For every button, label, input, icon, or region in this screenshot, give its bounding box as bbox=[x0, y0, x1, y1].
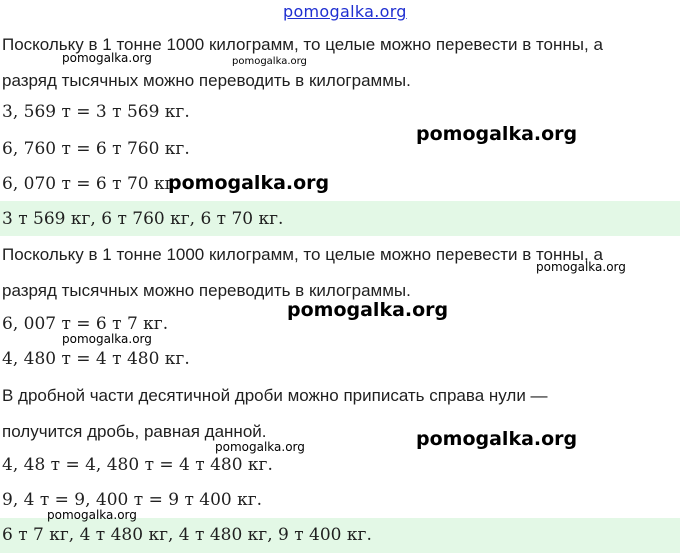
section2-explanation-line1: Поскольку в 1 тонне 1000 килограмм, то целые можно перевести в тонны, а bbox=[2, 245, 603, 264]
section2-explanation-line2: разряд тысячных можно переводить в килограммы. bbox=[2, 281, 411, 300]
watermark-text: pomogalka.org bbox=[62, 51, 152, 65]
watermark-text: pomogalka.org bbox=[215, 440, 305, 454]
section2-equation-1: 6, 007 т = 6 т 7 кг. bbox=[2, 314, 169, 334]
section2-note-line2: получится дробь, равная данной. bbox=[2, 422, 267, 441]
section1-equation-3: 6, 070 т = 6 т 70 кг. bbox=[2, 174, 179, 194]
watermark-link[interactable]: pomogalka.org bbox=[283, 2, 407, 21]
watermark-text: pomogalka.org bbox=[287, 299, 449, 321]
section1-explanation-line1: Поскольку в 1 тонне 1000 килограмм, то целые можно перевести в тонны, а bbox=[2, 35, 603, 54]
section2-equation-4: 9, 4 т = 9, 400 т = 9 т 400 кг. bbox=[2, 490, 263, 510]
watermark-text: pomogalka.org bbox=[62, 332, 152, 346]
watermark-text: pomogalka.org bbox=[416, 123, 578, 145]
section1-equation-2: 6, 760 т = 6 т 760 кг. bbox=[2, 139, 190, 159]
section2-equation-2: 4, 480 т = 4 т 480 кг. bbox=[2, 349, 190, 369]
watermark-text: pomogalka.org bbox=[232, 56, 307, 67]
section1-explanation-line2: разряд тысячных можно переводить в килограммы. bbox=[2, 71, 411, 90]
watermark-text: pomogalka.org bbox=[416, 428, 578, 450]
section1-equation-1: 3, 569 т = 3 т 569 кг. bbox=[2, 102, 190, 122]
section2-note-line1: В дробной части десятичной дроби можно приписать справа нули — bbox=[2, 386, 548, 405]
watermark-text: pomogalka.org bbox=[47, 508, 137, 522]
section2-equation-3: 4, 48 т = 4, 480 т = 4 т 480 кг. bbox=[2, 455, 273, 475]
section2-answer: 6 т 7 кг, 4 т 480 кг, 4 т 480 кг, 9 т 400 кг. bbox=[2, 525, 372, 545]
section1-answer: 3 т 569 кг, 6 т 760 кг, 6 т 70 кг. bbox=[2, 209, 284, 229]
watermark-text: pomogalka.org bbox=[536, 260, 626, 274]
watermark-text: pomogalka.org bbox=[168, 172, 330, 194]
